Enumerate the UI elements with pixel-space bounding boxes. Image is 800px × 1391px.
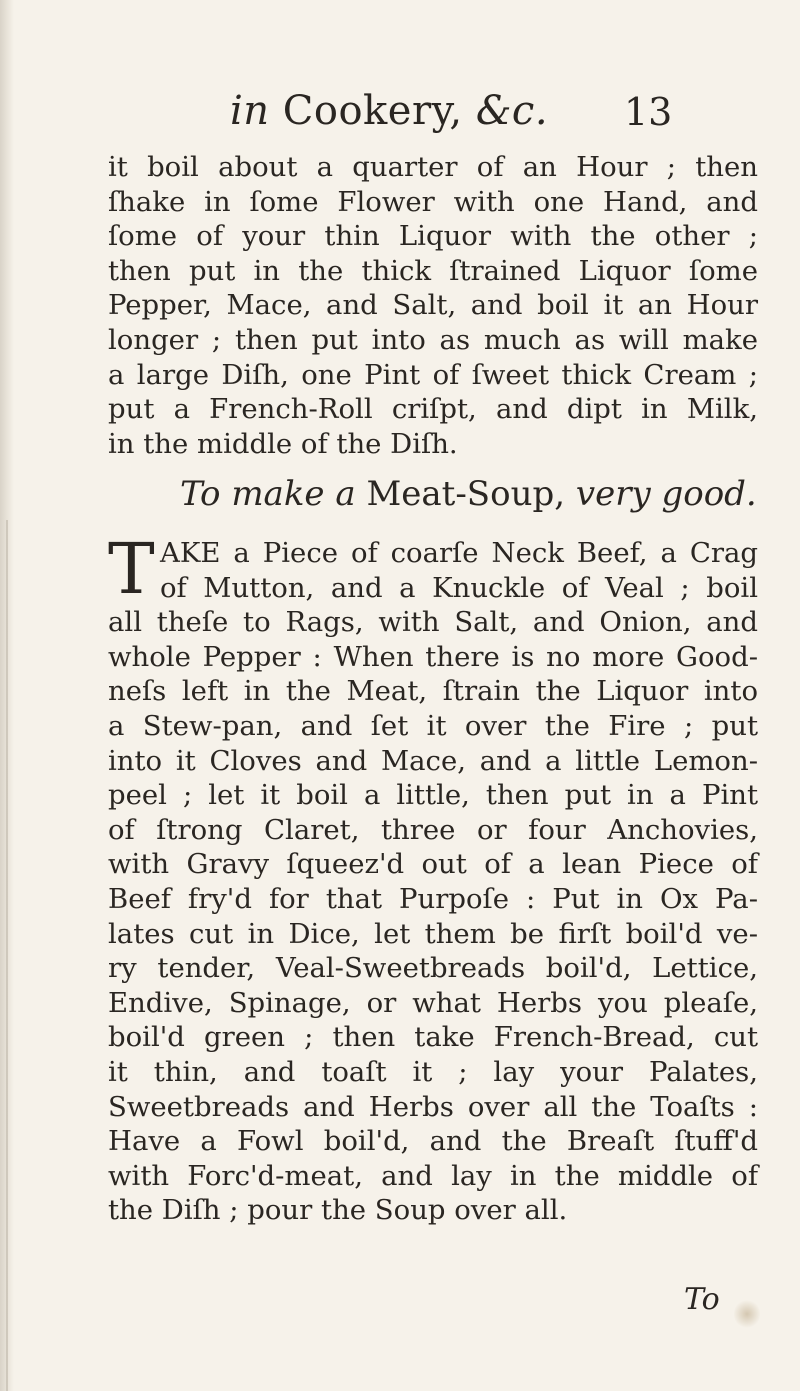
text-line: longer ; then put into as much as will make xyxy=(108,323,758,356)
running-title xyxy=(230,88,548,134)
running-title-in: in xyxy=(230,88,270,134)
text-line: with Forc'd-meat, and lay in the middle of xyxy=(108,1159,758,1192)
running-header xyxy=(230,88,750,148)
text-line: Beef fry'd for that Purpoſe : Put in Ox Pa- xyxy=(108,882,758,915)
page-number: 13 xyxy=(624,90,673,134)
text-line: neſs left in the Meat, ſtrain the Liquor into xyxy=(108,675,758,708)
text-line: all theſe to Rags, with Salt, and Onion, and xyxy=(108,606,758,639)
text-line: lates cut in Dice, let them be firſt boil'd ve- xyxy=(108,917,758,950)
catchword: To xyxy=(684,1282,720,1317)
text-line: boil'd green ; then take French-Bread, cut xyxy=(108,1021,758,1054)
paper-stain xyxy=(734,1299,760,1329)
text-line: put a French-Roll criſpt, and dipt in Milk, xyxy=(108,393,758,426)
text-line: ſome of your thin Liquor with the other ; xyxy=(108,220,758,253)
text-line: it boil about a quarter of an Hour ; then xyxy=(108,151,758,183)
recipe-heading-very-good: very good. xyxy=(575,474,757,514)
text-line: peel ; let it boil a little, then put in a Pint xyxy=(108,779,758,812)
text-line: it thin, and toaſt it ; lay your Palates, xyxy=(108,1055,758,1088)
drop-cap: T xyxy=(108,528,155,610)
page-binding-shadow xyxy=(6,520,8,1391)
text-line: AKE a Piece of coarſe Neck Beef, a Crag xyxy=(160,537,758,569)
text-line: the Diſh ; pour the Soup over all. xyxy=(108,1194,568,1227)
recipe-paragraph xyxy=(108,528,758,1228)
running-title-etc: &c. xyxy=(475,88,549,134)
text-line: a large Diſh, one Pint of ſweet thick Cream ; xyxy=(108,358,758,391)
recipe-heading-to-make: To make a xyxy=(180,474,356,514)
text-line: Pepper, Mace, and Salt, and boil it an Hour xyxy=(108,289,758,322)
text-line: a Stew-pan, and ſet it over the Fire ; put xyxy=(108,709,758,742)
text-line: then put in the thick ſtrained Liquor ſome xyxy=(108,254,758,287)
text-line: ry tender, Veal-Sweetbreads boil'd, Lettice, xyxy=(108,952,758,985)
recipe-heading-title: Meat-Soup, xyxy=(366,474,566,514)
text-line: into it Cloves and Mace, and a little Lemon- xyxy=(108,744,758,777)
text-line: whole Pepper : When there is no more Good- xyxy=(108,640,758,673)
text-line: of Mutton, and a Knuckle of Veal ; boil xyxy=(160,571,758,604)
text-line: Endive, Spinage, or what Herbs you pleaſe, xyxy=(108,986,758,1019)
intro-paragraph xyxy=(108,150,758,461)
text-line: ſhake in ſome Flower with one Hand, and xyxy=(108,185,758,218)
recipe-heading xyxy=(180,474,757,514)
text-line: in the middle of the Diſh. xyxy=(108,427,458,460)
text-line: Sweetbreads and Herbs over all the Toaſts : xyxy=(108,1090,758,1123)
text-line: Have a Fowl boil'd, and the Breaſt ſtuff'd xyxy=(108,1125,758,1158)
text-line: with Gravy ſqueez'd out of a lean Piece of xyxy=(108,848,758,881)
running-title-cookery: Cookery, xyxy=(282,88,463,134)
text-line: of ſtrong Claret, three or four Anchovies, xyxy=(108,813,758,846)
